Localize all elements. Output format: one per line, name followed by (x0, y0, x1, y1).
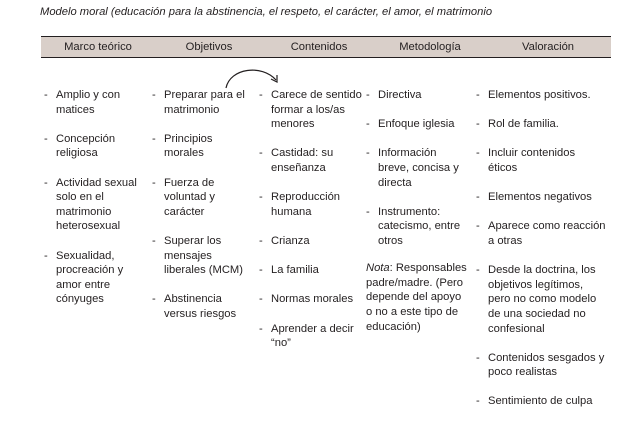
list-item: - Rol de familia. (476, 117, 606, 132)
note-text: : Responsables padre/madre. (Pero depende del apoyo o no a este tipo de educación) (366, 262, 467, 333)
methodology-note (366, 261, 470, 334)
column-valoracion (476, 88, 606, 424)
list-item: - Concepción religiosa (44, 132, 144, 161)
list-item: - Abstinencia versus riesgos (152, 292, 248, 321)
header-objetivos: Objetivos (185, 41, 233, 53)
header-marco-teorico: Marco teórico (64, 41, 132, 53)
list-item: - La familia (259, 263, 362, 278)
note-label: Nota (366, 262, 390, 275)
list-item: - Desde la doctrina, los objetivos legítimos, pero no como modelo de una sociedad no confesional (476, 263, 606, 336)
column-metodologia (366, 88, 470, 334)
column-objetivos (152, 88, 248, 336)
list-item: - Aparece como reacción a otras (476, 219, 606, 248)
header-valoracion: Valoración (521, 41, 575, 53)
column-marco-teorico (44, 88, 144, 322)
list-item: - Elementos negativos (476, 190, 606, 205)
list-item: - Castidad: su enseñanza (259, 146, 362, 175)
list-item: - Enfoque iglesia (366, 117, 470, 132)
list-item: - Amplio y con matices (44, 88, 144, 117)
list-item: - Instrumento: catecismo, entre otros (366, 205, 470, 249)
list-item: - Crianza (259, 234, 362, 249)
table-header (41, 36, 611, 58)
list-item: - Normas morales (259, 292, 362, 307)
list-item: - Contenidos sesgados y poco realistas (476, 351, 606, 380)
list-item: - Reproducción humana (259, 190, 362, 219)
list-item: - Incluir contenidos éticos (476, 146, 606, 175)
list-item: - Sexualidad, procreación y amor entre cónyuges (44, 249, 144, 307)
list-item: - Fuerza de voluntad y carácter (152, 176, 248, 220)
list-item: - Actividad sexual solo en el matrimonio heterosexual (44, 176, 144, 234)
header-contenidos: Contenidos (290, 41, 348, 53)
list-item: - Directiva (366, 88, 470, 103)
list-item: - Carece de sentido formar a los/as menores (259, 88, 362, 132)
column-contenidos (259, 88, 362, 365)
list-item: - Superar los mensajes liberales (MCM) (152, 234, 248, 278)
list-item: - Información breve, concisa y directa (366, 146, 470, 190)
list-item: - Aprender a decir “no” (259, 322, 362, 351)
list-item: - Elementos positivos. (476, 88, 606, 103)
list-item: - Principios morales (152, 132, 248, 161)
table-caption: Modelo moral (educación para la abstinencia, el respeto, el carácter, el amor, el matrimonio (40, 6, 493, 18)
list-item: - Preparar para el matrimonio (152, 88, 248, 117)
header-metodologia: Metodología (399, 41, 461, 53)
list-item: - Sentimiento de culpa (476, 394, 606, 409)
